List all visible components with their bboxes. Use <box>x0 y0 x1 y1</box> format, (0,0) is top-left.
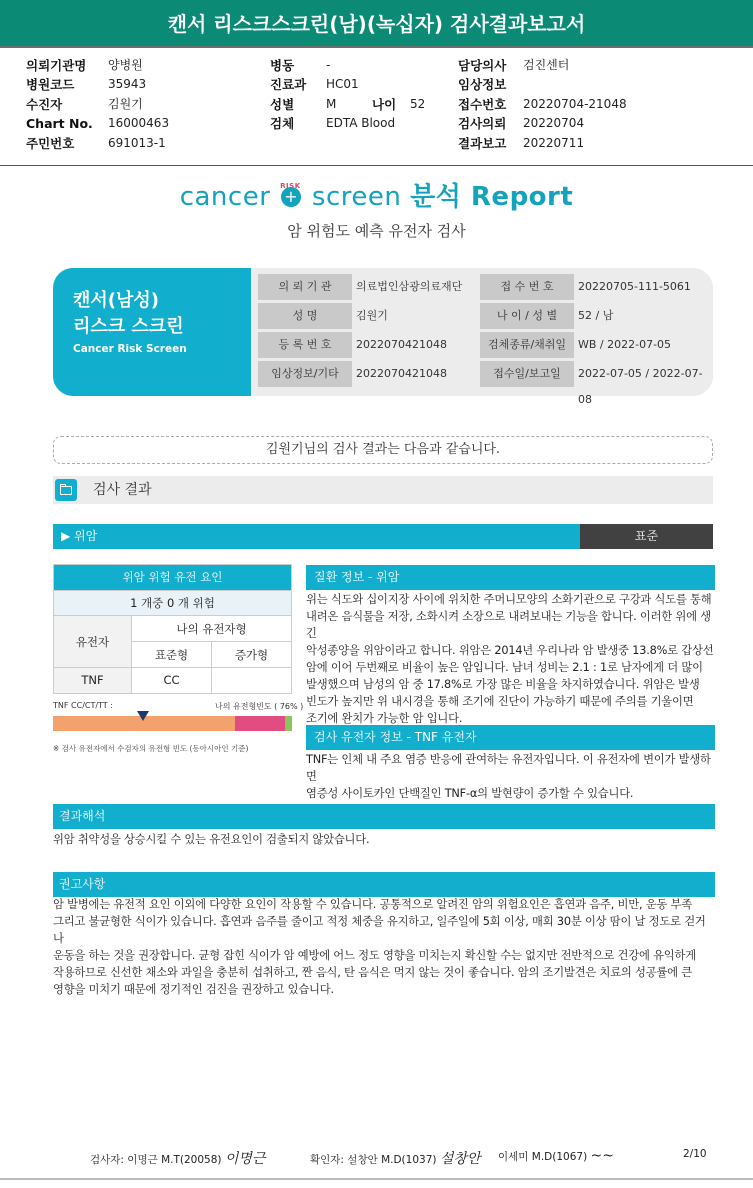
patient-label: 접수일/보고일 <box>480 361 574 387</box>
header-label: 진료과 <box>270 77 307 93</box>
logo-cancer: cancer <box>179 182 271 212</box>
patient-label: 등 록 번 호 <box>258 332 352 358</box>
my-genotype-marker-icon <box>137 711 149 721</box>
header-col-1 <box>26 55 169 153</box>
header-value: EDTA Blood <box>326 116 396 131</box>
risk-status-badge: 표준 <box>580 524 713 549</box>
tester-signature <box>90 1148 265 1168</box>
text-line: 빈도가 높지만 위 내시경을 통해 조기에 진단이 가능하기 때문에 주의를 기울이면 <box>306 695 694 708</box>
test-name-line1: 캔서(남성) <box>73 290 160 311</box>
header-value: 35943 <box>108 77 147 92</box>
doctor2-name: 이세미 M.D(1067) <box>498 1151 588 1163</box>
header-value: - <box>326 57 331 72</box>
patient-label: 의 뢰 기 관 <box>258 274 352 300</box>
header-value: 20220704 <box>523 116 585 131</box>
standard-genotype-cell: CC <box>132 668 212 694</box>
text-line: 악성종양을 위암이라고 합니다. 위암은 2014년 우리나라 암 발생중 13.8%로 갑상선 <box>306 644 714 657</box>
confirmer-signature-mark: 설창안 <box>439 1151 481 1167</box>
patient-value: 52 / 남 <box>578 309 614 322</box>
patient-value: 2022070421048 <box>356 338 447 351</box>
header-value: 검진센터 <box>523 58 570 73</box>
header-label: 주민번호 <box>26 135 75 151</box>
doctor2-signature <box>498 1148 614 1164</box>
recommendation-text <box>53 896 715 998</box>
text-line: 영향을 미치기 때문에 정기적인 검진을 권장하고 있습니다. <box>53 983 334 996</box>
gene-info-title: 검사 유전자 정보 - TNF 유전자 <box>306 725 715 750</box>
patient-value: 20220705-111-5061 <box>578 280 691 293</box>
section-header <box>53 476 713 504</box>
header-label: 병원코드 <box>26 77 75 93</box>
confirmer-name: 확인자: 설창안 M.D(1037) <box>310 1154 437 1166</box>
patient-row <box>258 274 710 300</box>
header-col-3 <box>458 55 627 153</box>
logo-text <box>180 182 574 212</box>
logo-screen: screen <box>311 182 402 212</box>
patient-value: WB / 2022-07-05 <box>578 338 672 351</box>
text-line: TNF는 인체 내 주요 염증 반응에 관여하는 유전자입니다. 이 유전자에 변이가 발생하면 <box>306 753 711 783</box>
text-line: 발생했으며 남성의 암 중 17.8%로 가장 많은 비율을 차지하였습니다. 위암은 발생 <box>306 678 700 691</box>
header-label: 담당의사 <box>458 57 507 73</box>
increased-genotype-cell <box>212 668 292 694</box>
recommendation-title: 권고사항 <box>53 872 715 897</box>
patient-label: 임상정보/기타 <box>258 361 352 387</box>
header-value: 양병원 <box>108 58 143 73</box>
interpretation-title: 결과해석 <box>53 804 715 829</box>
logo-report: 분석 Report <box>410 182 574 212</box>
report-subtitle: 암 위험도 예측 유전자 검사 <box>287 222 466 240</box>
frequency-footnote: ※ 검사 유전자에서 수검자의 유전형 빈도 (동아시아인 기준) <box>53 744 249 753</box>
result-intro: 김원기님의 검사 결과는 다음과 같습니다. <box>53 436 713 464</box>
text-line: 염증성 사이토카인 단백질인 TNF-α의 발현량이 증가할 수 있습니다. <box>306 787 634 800</box>
patient-info-card <box>53 268 713 406</box>
header-value: HC01 <box>326 77 359 92</box>
gene-table-header: 위암 위험 유전 요인 <box>54 565 292 591</box>
header-value: 김원기 <box>108 97 143 112</box>
patient-label: 나 이 / 성 별 <box>480 303 574 329</box>
header-value: 20220711 <box>523 135 585 150</box>
test-name-line2: 리스크 스크린 <box>73 316 184 337</box>
header-label: 의뢰기관명 <box>26 57 87 73</box>
frequency-right-label: 나의 유전형빈도 ( 76% ) <box>215 702 304 711</box>
page-number: 2/10 <box>683 1148 707 1160</box>
logo-risk: RISK <box>280 182 301 190</box>
header-label: 검체 <box>270 116 295 132</box>
gene-info-text <box>306 751 716 802</box>
patient-value: 김원기 <box>356 309 388 322</box>
disease-info-text <box>306 591 716 727</box>
title-bar <box>0 0 753 48</box>
patient-value: 의료법인삼광의료재단 <box>356 280 463 293</box>
patient-label: 성 명 <box>258 303 352 329</box>
header-label: 수진자 <box>26 96 63 112</box>
header-label: 접수번호 <box>458 96 507 112</box>
interpretation-text: 위암 취약성을 상승시킬 수 있는 유전요인이 검출되지 않았습니다. <box>53 833 370 846</box>
text-line: 작용하므로 신선한 채소와 과일을 충분히 섭취하고, 짠 음식, 탄 음식은 먹지 않는 것이 좋습니다. 암의 조기발견은 치료의 성공률에 큰 <box>53 966 692 979</box>
confirmer-signature <box>310 1148 480 1168</box>
patient-value: 2022-07-05 / 2022-07-08 <box>578 367 703 406</box>
header-label: 결과보고 <box>458 135 507 151</box>
text-line: 암에 이어 두번째로 비율이 높은 암입니다. 남녀 성비는 2.1 : 1로 남자에게 더 많이 <box>306 661 703 674</box>
text-line: 암 발병에는 유전적 요인 이외에 다양한 요인이 작용할 수 있습니다. 공통적으로 알려진 암의 위험요인은 흡연과 음주, 비만, 운동 부족 <box>53 898 692 911</box>
gene-name-cell: TNF <box>54 668 132 694</box>
section-title: 검사 결과 <box>93 482 152 498</box>
col-standard-header: 표준형 <box>132 642 212 668</box>
disease-info-title: 질환 정보 - 위암 <box>306 565 715 590</box>
bottom-divider <box>0 1178 753 1180</box>
patient-row <box>258 332 710 358</box>
doctor2-signature-mark: ~~ <box>590 1148 614 1164</box>
gene-risk-table <box>53 564 292 694</box>
patient-label: 검체종류/채취일 <box>480 332 574 358</box>
logo-plus-icon: + RISK <box>281 187 301 207</box>
frequency-segment-2 <box>235 716 285 731</box>
text-line: 내려온 음식물을 저장, 소화시켜 소장으로 내려보내는 기능을 합니다. 이러한 위에 생긴 <box>306 610 711 640</box>
header-value: 20220704-21048 <box>523 96 627 111</box>
header-value: 691013-1 <box>108 135 166 150</box>
header-col-2 <box>270 55 425 133</box>
test-name-card <box>53 268 251 396</box>
brand-logo <box>0 176 753 216</box>
header-label: 임상정보 <box>458 77 507 93</box>
frequency-segment-3 <box>285 716 292 731</box>
patient-row <box>258 303 710 329</box>
gene-table-summary: 1 개중 0 개 위험 <box>54 590 292 616</box>
tester-name: 검사자: 이명근 M.T(20058) <box>90 1154 222 1166</box>
patient-label: 접 수 번 호 <box>480 274 574 300</box>
col-increased-header: 증가형 <box>212 642 292 668</box>
report-title: 캔서 리스크스크린(남)(녹십자) 검사결과보고서 <box>167 12 586 36</box>
gastric-cancer-label: ▶ 위암 <box>61 529 98 543</box>
text-line: 위는 식도와 십이지장 사이에 위치한 주머니모양의 소화기관으로 구강과 식도를 통해 <box>306 593 712 606</box>
frequency-left-label: TNF CC/CT/TT : <box>53 701 113 710</box>
col-gene-header: 유전자 <box>54 616 132 668</box>
col-my-genotype-header: 나의 유전자형 <box>132 616 292 642</box>
header-label: 성별 <box>270 96 295 112</box>
patient-row <box>258 361 710 406</box>
report-header <box>0 48 753 166</box>
header-label: 병동 <box>270 57 295 73</box>
header-value: M <box>326 96 337 111</box>
gastric-cancer-bar <box>53 524 713 549</box>
header-value: 16000463 <box>108 116 170 131</box>
header-label: 검사의뢰 <box>458 116 507 132</box>
genotype-frequency-bar <box>53 716 292 731</box>
age-value: 52 <box>410 96 426 111</box>
tester-signature-mark: 이명근 <box>224 1151 266 1167</box>
text-line: 조기에 완치가 가능한 암 입니다. <box>306 712 463 725</box>
table-row <box>54 668 292 694</box>
text-line: 운동을 하는 것을 권장합니다. 균형 잡힌 식이가 암 예방에 어느 정도 영향을 미치는지 확신할 수는 없지만 전반적으로 건강에 유익하게 <box>53 949 696 962</box>
header-label: Chart No. <box>26 115 93 131</box>
test-name-en: Cancer Risk Screen <box>73 343 187 355</box>
age-label: 나이 <box>372 96 397 112</box>
folder-plus-icon <box>55 479 77 501</box>
patient-value: 2022070421048 <box>356 367 447 380</box>
text-line: 그리고 불균형한 식이가 있습니다. 흡연과 음주를 줄이고 적정 체중을 유지하고, 일주일에 5회 이상, 매회 30분 이상 땀이 날 정도로 걷거나 <box>53 915 706 945</box>
